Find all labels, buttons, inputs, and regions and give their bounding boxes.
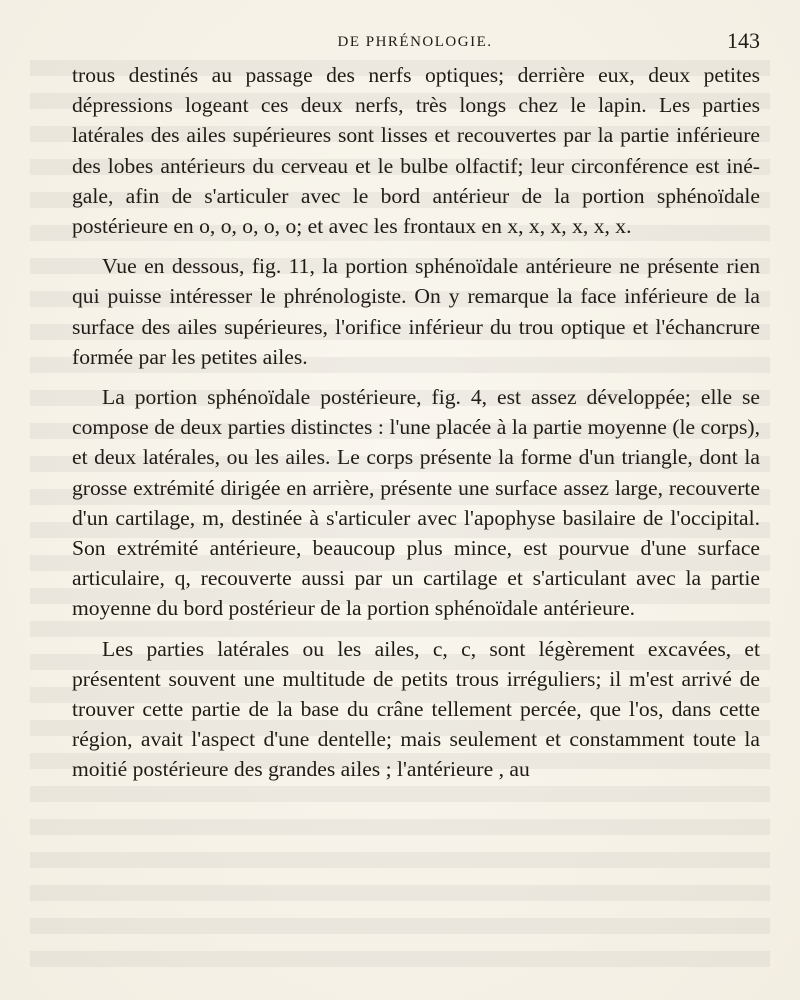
paragraph-3: La portion sphénoïdale postérieure, fig. 4, est assez développée; elle se compose de deux parties distinctes : l'une placée à la partie moyenne (le corps), et deux latérales, ou les ailes. Le corps présente la forme d'un triangle, dont la grosse extrémité dirigée en arrière, présente une surface assez large, recouverte d'un cartilage, m, destinée à s'articuler avec l'apophyse basilaire de l'occipital. Son extrémité antérieure, beaucoup plus mince, est pourvue d'une surface articulaire, q, recouverte aussi par un cartilage et s'articulant avec la partie moyenne du bord postérieur de la portion sphénoïdale antérieure. xyxy=(72,385,760,621)
page-header xyxy=(70,28,760,54)
paragraph-2: Vue en dessous, fig. 11, la portion sphénoïdale antérieure ne présente rien qui puisse intéresser le phrénologiste. On y remarque la face inférieure de la surface des ailes supérieures, l'orifice inférieur du trou optique et l'échancrure formée par les petites ailes. xyxy=(72,254,760,369)
body-text xyxy=(72,60,760,785)
running-title: DE PHRÉNOLOGIE. xyxy=(337,34,493,50)
paragraph-1: trous destinés au passage des nerfs optiques; derrière eux, deux petites dépressions logeant ces deux nerfs, très longs chez le lapin. Les parties latérales des ailes supérieures sont lisses et recouvertes par la partie inférieure des lobes antérieurs du cerveau et le bulbe olfactif; leur circonférence est inégale, afin de s'articuler avec le bord antérieur de la portion sphénoïdale postérieure en o, o, o, o, o; et avec les frontaux en x, x, x, x, x, x. xyxy=(72,63,760,239)
paragraph-4: Les parties latérales ou les ailes, c, c, sont légèrement excavées, et présentent souvent une multitude de petits trous irréguliers; il m'est arrivé de trouver cette partie de la base du crâne tellement percée, que l'os, dans cette région, avait l'aspect d'une dentelle; mais seulement et constamment toute la moitié postérieure des grandes ailes ; l'antérieure , au xyxy=(72,636,760,782)
page-number: 143 xyxy=(727,28,760,53)
